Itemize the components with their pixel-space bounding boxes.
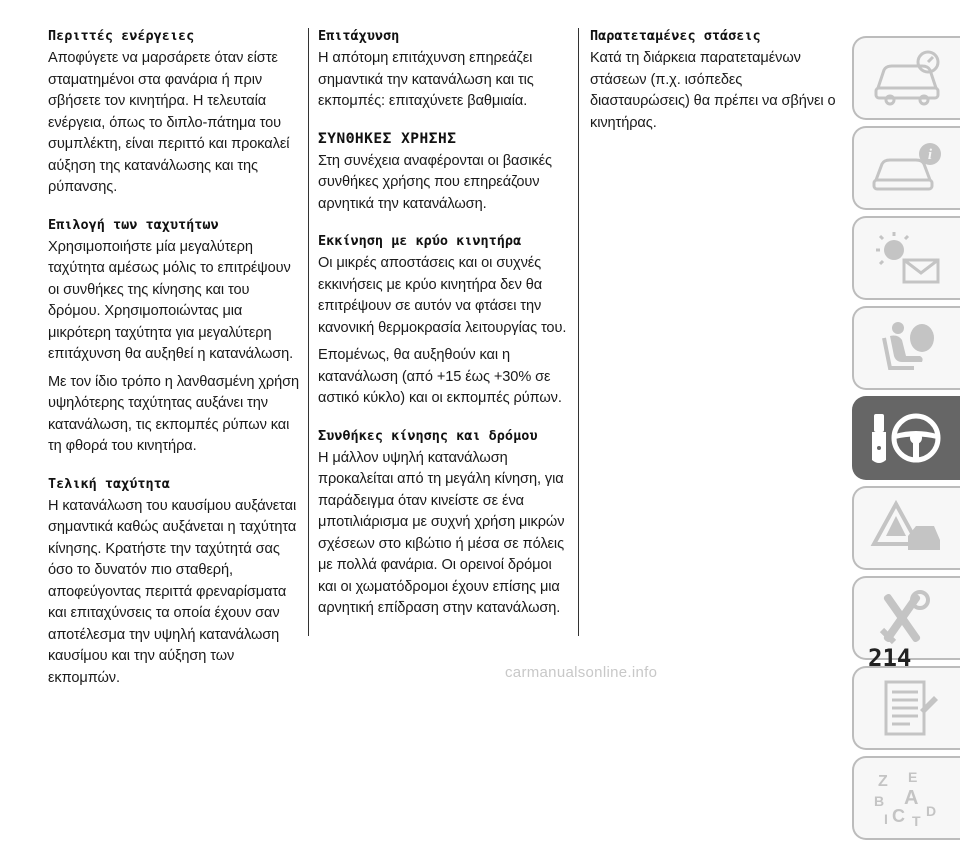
section-paragraph: Αποφύγετε να μαρσάρετε όταν είστε σταματημένοι στα φανάρια ή πριν σβήσετε τον κινητήρα. Η τελευταία ενέργεια, όπως το διπλο-πάτημα του συμπλέκτη, είναι περιττό και προκαλεί αύξηση της κατανάλωσης και της ρύπανσης. (48, 50, 290, 195)
acceleration-heading: Επιτάχυνση (318, 28, 400, 44)
tab-index[interactable] (852, 756, 960, 840)
car-dashboard-icon (868, 46, 946, 110)
cold-start-heading: Εκκίνηση με κρύο κινητήρα (318, 233, 522, 249)
tab-dashboard[interactable] (852, 36, 960, 120)
index-letter: I (884, 811, 888, 827)
tab-lights-messages[interactable] (852, 216, 960, 300)
cold-start-paragraph-2: Επομένως, θα αυξηθούν και η κατανάλωση (από +15 έως +30% σε αστικό κύκλο) και οι εκπομπές ρύπων. (318, 347, 562, 406)
section-gear-selection (48, 217, 300, 458)
tab-safety[interactable] (852, 306, 960, 390)
warning-triangle-car-icon (868, 496, 946, 560)
section-unnecessary-actions (48, 28, 300, 199)
column-3 (590, 28, 845, 152)
light-envelope-icon (868, 226, 946, 290)
tab-starting-driving[interactable] (852, 396, 960, 480)
tab-technical-data[interactable] (852, 666, 960, 750)
column-1 (48, 28, 300, 707)
car-info-icon (868, 136, 946, 200)
index-letter: B (874, 793, 885, 809)
watermark-text: carmanualsonline.info (505, 664, 658, 681)
svg-text:i: i (927, 147, 933, 163)
cold-start-paragraph: Οι μικρές αποστάσεις και οι συχνές εκκινήσεις με κρύο κινητήρα δεν θα επιτρέψουν σε αυτόν να φτάσει την κανονική θερμοκρασία λειτουργίας του. (318, 255, 567, 336)
tools-icon (868, 586, 946, 650)
index-letter: A (904, 787, 919, 809)
section-paragraph: Με τον ίδιο τρόπο η λανθασμένη χρήση υψηλότερης ταχύτητας αυξάνει την κατανάλωση, τις εκπομπές ρύπων και τη φθορά του κινητήρα. (48, 373, 300, 454)
usage-conditions-intro: Στη συνέχεια αναφέρονται οι βασικές συνθήκες χρήσης που επηρεάζουν αρνητικά την κατανάλωση. (318, 152, 552, 212)
section-top-speed (48, 476, 300, 690)
acceleration-paragraph: Η απότομη επιτάχυνση επηρεάζει σημαντικά την κατανάλωση και τις εκπομπές: επιταχύνετε βαθμιαία. (318, 50, 534, 109)
usage-conditions-title: ΣΥΝΘΗΚΕΣ ΧΡΗΣΗΣ (318, 130, 457, 147)
column-divider-2 (578, 28, 579, 636)
traffic-conditions-paragraph: Η μάλλον υψηλή κατανάλωση προκαλείται από τη μεγάλη κίνηση, για παράδειγμα όταν κινείστε σε ένα μποτιλιάρισμα με συχνή χρήση μικρών σχέσεων στο κιβώτιο ή μέσα σε πόλεις με πολλά φανάρια. Οι ορεινοί δρόμοι και οι χωματόδρομοι έχουν επίσης μια αρνητική επίδραση στην κατανάλωση. (318, 449, 565, 616)
section-heading: Τελική ταχύτητα (48, 475, 170, 492)
section-paragraph: Χρησιμοποιήστε μία μεγαλύτερη ταχύτητα αμέσως μόλις το επιτρέψουν οι συνθήκες της κίνησης και του δρόμου. Χρησιμοποιώντας μια μικρότερη ταχύτητα για μεγαλύτερη επιτάχυνση θα αυξηθεί η κατανάλωση. (48, 238, 294, 362)
long-stops-paragraph: Κατά τη διάρκεια παρατεταμένων στάσεων (π.χ. ισόπεδες διασταυρώσεις) θα πρέπει να σβήνει ο κινητήρας. (590, 50, 836, 131)
column-divider-1 (308, 28, 309, 636)
seat-airbag-icon (868, 316, 946, 380)
column-2 (318, 28, 570, 638)
section-heading: Περιττές ενέργειες (48, 28, 195, 44)
tab-emergency[interactable] (852, 486, 960, 570)
alphabet-index-icon (868, 766, 946, 830)
index-letter: D (926, 803, 937, 819)
page-number: 214 (868, 644, 912, 672)
traffic-conditions-heading: Συνθήκες κίνησης και δρόμου (318, 427, 538, 444)
index-letter: T (912, 813, 921, 829)
index-letter: Z (878, 773, 888, 790)
key-steering-wheel-icon (868, 406, 946, 470)
long-stops-heading: Παρατεταμένες στάσεις (590, 28, 761, 44)
tab-car-info[interactable] (852, 126, 960, 210)
index-letter: E (908, 769, 918, 785)
chapter-tabs (852, 36, 960, 846)
section-paragraph: Η κατανάλωση του καυσίμου αυξάνεται σημαντικά καθώς αυξάνεται η ταχύτητα κίνησης. Κρατήστε την ταχύτητά σας όσο το δυνατόν πιο σταθερή, αποφεύγοντας περιττά φρεναρίσματα και επιταχύνσεις τα οποία έχουν σαν αποτέλεσμα την υψηλή κατανάλωση καυσίμου και την αύξηση των εκπομπών. (48, 497, 297, 686)
index-letter: C (892, 806, 905, 826)
section-heading: Επιλογή των ταχυτήτων (48, 216, 219, 233)
